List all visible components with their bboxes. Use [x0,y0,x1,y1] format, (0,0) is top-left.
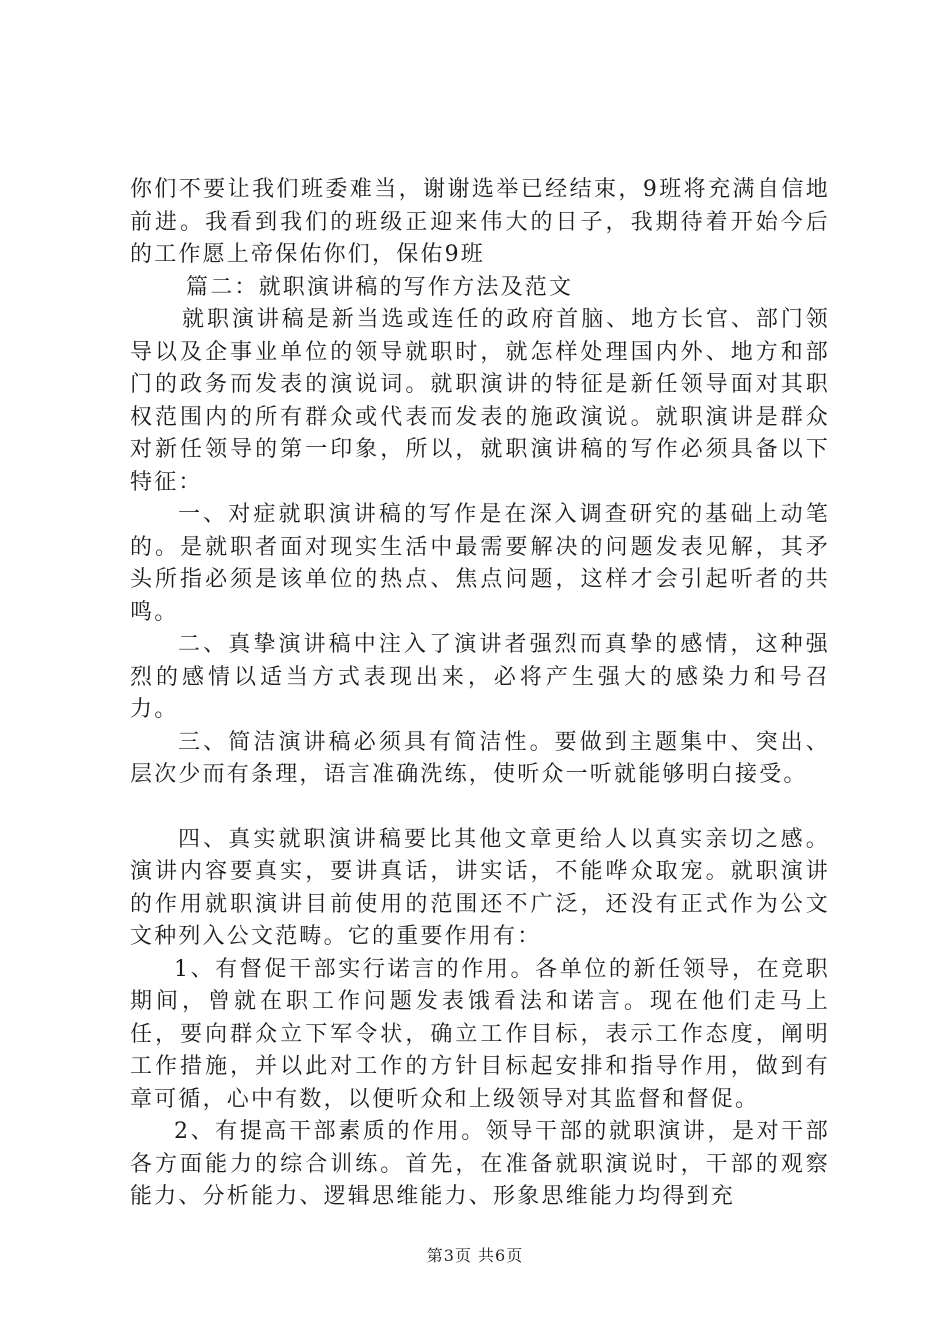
paragraph-role-1: 1、有督促干部实行诺言的作用。各单位的新任领导，在竞职期间，曾就在职工作问题发表饿看法和诺言。现在他们走马上任，要向群众立下军令状，确立工作目标，表示工作态度，阐明工作措施，并以此对工作的方针目标起安排和指导作用，做到有章可循，心中有数，以便听众和上级领导对其监督和督促。 [130,956,830,1112]
paragraph-point-3: 三、简洁演讲稿必须具有简洁性。要做到主题集中、突出、层次少而有条理，语言准确洗练，使听众一听就能够明白接受。 [130,729,830,787]
paragraph-spacer [130,792,830,824]
paragraph-point-2: 二、真挚演讲稿中注入了演讲者强烈而真挚的感情，这种强烈的感情以适当方式表现出来，必将产生强大的感染力和号召力。 [130,632,830,722]
page-footer: 第3页 共6页 [426,1246,524,1265]
paragraph-point-1: 一、对症就职演讲稿的写作是在深入调查研究的基础上动笔的。是就职者面对现实生活中最需要解决的问题发表见解，其矛头所指必须是该单位的热点、焦点问题，这样才会引起听者的共鸣。 [130,502,830,625]
paragraph-role-2: 2、有提高干部素质的作用。领导干部的就职演讲，是对干部各方面能力的综合训练。首先，在准备就职演说时，干部的观察能力、分析能力、逻辑思维能力、形象思维能力均得到充 [130,1119,830,1209]
paragraph-point-4: 四、真实就职演讲稿要比其他文章更给人以真实亲切之感。演讲内容要真实，要讲真话，讲实话，不能哗众取宠。就职演讲的作用就职演讲目前使用的范围还不广泛，还没有正式作为公文文种列入公文范畴。它的重要作用有： [130,826,830,949]
document-body [130,174,830,1214]
paragraph-intro: 就职演讲稿是新当选或连任的政府首脑、地方长官、部门领导以及企事业单位的领导就职时，就怎样处理国内外、地方和部门的政务而发表的演说词。就职演讲的特征是新任领导面对其职权范围内的所有群众或代表而发表的施政演说。就职演讲是群众对新任领导的第一印象，所以，就职演讲稿的写作必须具备以下特征： [130,307,830,495]
section-heading: 篇二：就职演讲稿的写作方法及范文 [186,274,574,300]
paragraph-closing-remarks: 你们不要让我们班委难当，谢谢选举已经结束，9班将充满自信地前进。我看到我们的班级正迎来伟大的日子，我期待着开始今后的工作愿上帝保佑你们，保佑9班 [130,177,830,267]
